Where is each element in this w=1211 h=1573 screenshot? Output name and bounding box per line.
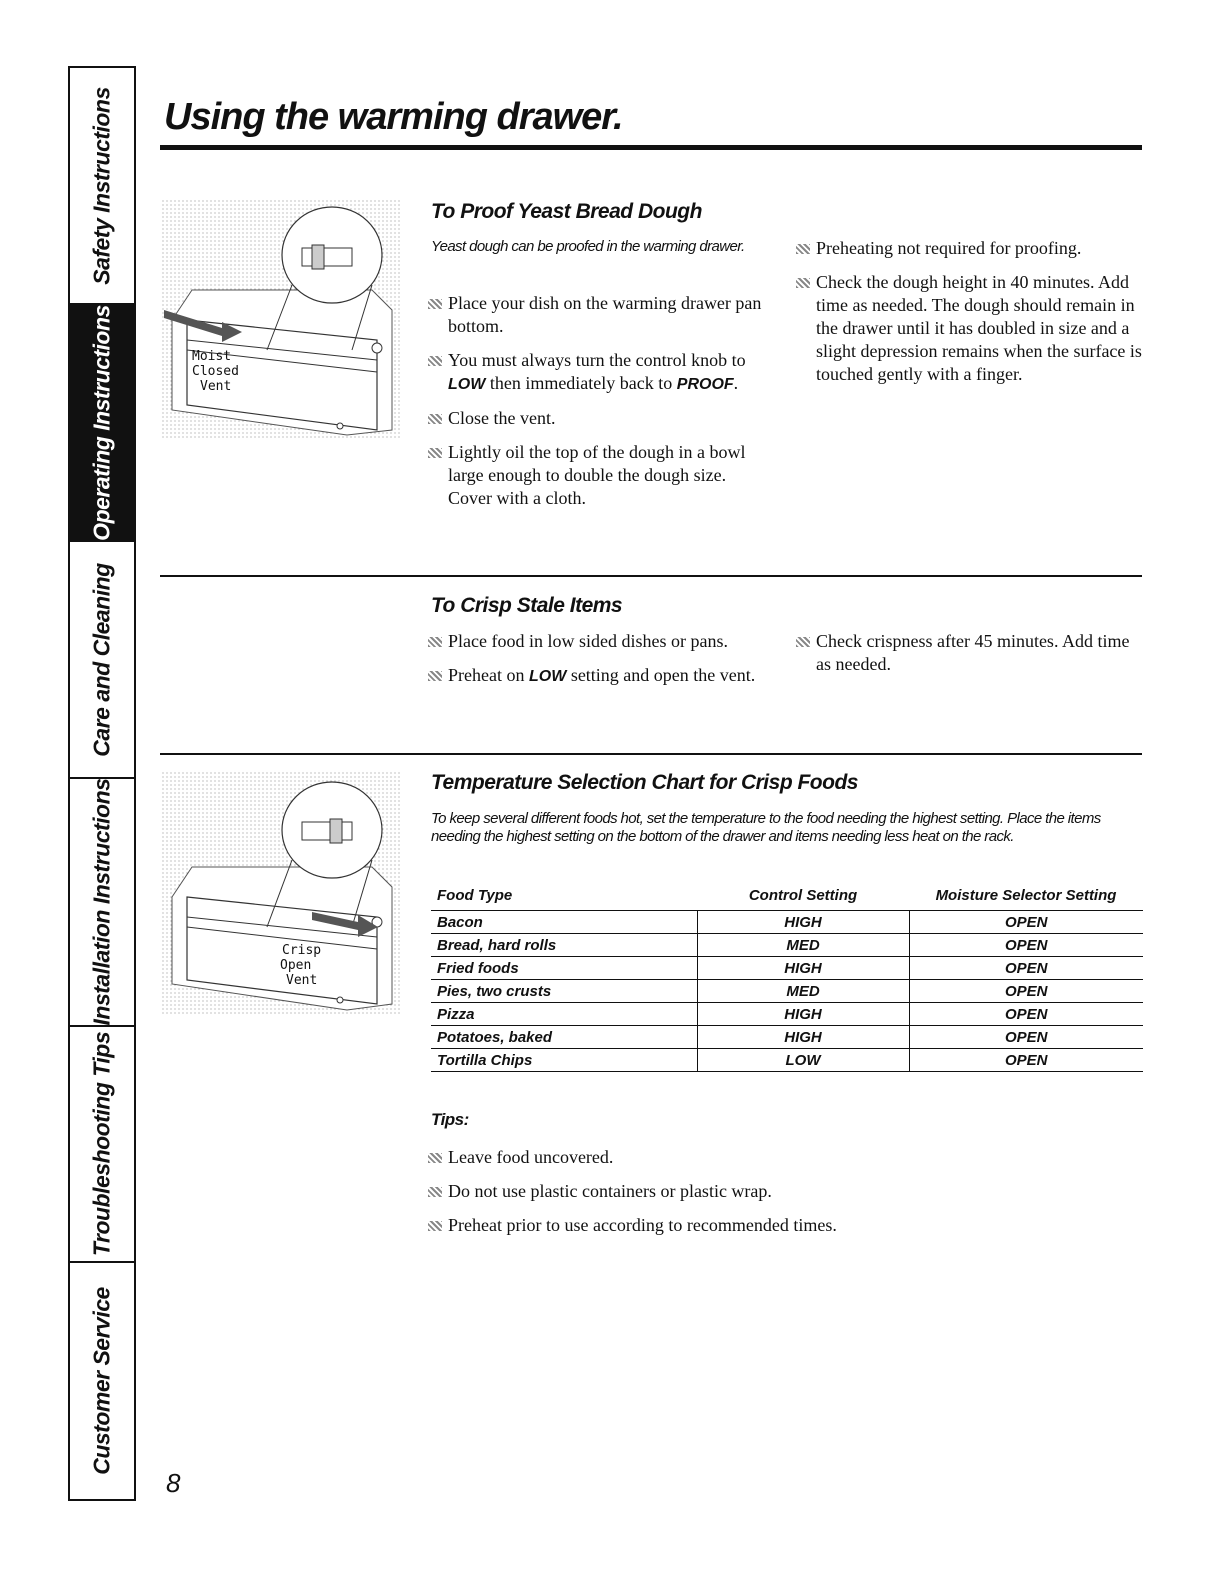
control-setting-cell: HIGH xyxy=(697,1026,909,1049)
food-type-cell: Bacon xyxy=(431,911,697,934)
list-item: Leave food uncovered. xyxy=(428,1146,1128,1169)
bullet-icon xyxy=(428,671,442,681)
bullet-icon xyxy=(428,414,442,424)
page-title: Using the warming drawer. xyxy=(164,96,623,138)
proof-left-list xyxy=(428,292,773,521)
table-row xyxy=(431,1003,1143,1026)
control-setting-cell: MED xyxy=(697,934,909,957)
food-type-cell: Pizza xyxy=(431,1003,697,1026)
tab-installation-instructions[interactable] xyxy=(70,779,134,1027)
drawer-illustration-svg xyxy=(162,200,400,440)
closed-label: Closed xyxy=(192,364,239,379)
header-rule xyxy=(160,145,1142,150)
tab-label: Safety Instructions xyxy=(88,86,115,285)
list-item: Place your dish on the warming drawer pan bottom. xyxy=(428,292,773,338)
tab-operating-instructions[interactable] xyxy=(70,305,134,542)
vent-label: Vent xyxy=(200,379,232,394)
moisture-setting-cell: OPEN xyxy=(909,957,1143,980)
food-type-cell: Fried foods xyxy=(431,957,697,980)
crisp-left-list xyxy=(428,630,773,699)
tab-care-and-cleaning[interactable] xyxy=(70,542,134,779)
food-type-cell: Pies, two crusts xyxy=(431,980,697,1003)
column-header: Moisture Selector Setting xyxy=(935,886,1117,904)
control-setting-cell: MED xyxy=(697,980,909,1003)
food-type-cell: Bread, hard rolls xyxy=(431,934,697,957)
tab-safety-instructions[interactable] xyxy=(70,68,134,305)
moisture-setting-cell: OPEN xyxy=(909,911,1143,934)
list-item: Preheat prior to use according to recommended times. xyxy=(428,1214,1128,1237)
bullet-icon xyxy=(428,1221,442,1231)
tab-label: Customer Service xyxy=(88,1287,115,1475)
list-item: You must always turn the control knob to LOW then immediately back to PROOF. xyxy=(428,349,773,396)
list-item: Place food in low sided dishes or pans. xyxy=(428,630,773,653)
list-item: Preheating not required for proofing. xyxy=(796,237,1142,260)
crisp-label: Crisp xyxy=(282,943,322,958)
proof-intro: Yeast dough can be proofed in the warming drawer. xyxy=(431,238,745,255)
section-divider xyxy=(160,753,1142,755)
table-row xyxy=(431,934,1143,957)
moist-label: Moist xyxy=(192,349,232,364)
tab-troubleshooting-tips[interactable] xyxy=(70,1027,134,1263)
proof-right-list xyxy=(796,237,1142,397)
bullet-icon xyxy=(428,299,442,309)
crisp-right-list xyxy=(796,630,1142,687)
list-item: Preheat on LOW setting and open the vent. xyxy=(428,664,773,688)
moisture-setting-cell: OPEN xyxy=(909,1049,1143,1072)
chart-intro: To keep several different foods hot, set the temperature to the food needing the highest setting. Place the items needing the highest setting on the bottom of the drawer and items needing less heat on the rack. xyxy=(431,810,1101,845)
moisture-setting-cell: OPEN xyxy=(909,934,1143,957)
bullet-icon xyxy=(428,356,442,366)
table-row xyxy=(431,911,1143,934)
moisture-setting-cell: OPEN xyxy=(909,1003,1143,1026)
proof-section-title: To Proof Yeast Bread Dough xyxy=(431,200,702,223)
vent-label: Vent xyxy=(286,973,318,988)
table-row xyxy=(431,980,1143,1003)
control-setting-cell: LOW xyxy=(697,1049,909,1072)
page-number: 8 xyxy=(166,1468,181,1498)
warming-drawer-closed-vent-illustration xyxy=(162,200,400,440)
open-label: Open xyxy=(280,958,312,973)
tab-label: Troubleshooting Tips xyxy=(88,1031,115,1257)
list-item: Do not use plastic containers or plastic wrap. xyxy=(428,1180,1128,1203)
list-item: Lightly oil the top of the dough in a bowl large enough to double the dough size. Cover with a cloth. xyxy=(428,441,773,510)
tab-label: Installation Instructions xyxy=(88,779,115,1026)
bullet-icon xyxy=(796,637,810,647)
control-setting-cell: HIGH xyxy=(697,911,909,934)
sidebar-tabs xyxy=(68,66,136,1501)
tab-label: Operating Instructions xyxy=(88,305,115,541)
table-row xyxy=(431,1049,1143,1072)
bullet-icon xyxy=(428,1153,442,1163)
food-type-cell: Potatoes, baked xyxy=(431,1026,697,1049)
section-divider xyxy=(160,575,1142,577)
moisture-setting-cell: OPEN xyxy=(909,980,1143,1003)
moisture-setting-cell: OPEN xyxy=(909,1026,1143,1049)
table-header-row xyxy=(431,880,1143,911)
table-row xyxy=(431,1026,1143,1049)
table-row xyxy=(431,957,1143,980)
list-item: Check crispness after 45 minutes. Add time as needed. xyxy=(796,630,1142,676)
tips-list xyxy=(428,1146,1128,1248)
list-item: Check the dough height in 40 minutes. Add time as needed. The dough should remain in the drawer until it has doubled in size and a slight depression remains when the surface is touched gently with a finger. xyxy=(796,271,1142,386)
column-header: Control Setting xyxy=(748,886,858,904)
tab-customer-service[interactable] xyxy=(70,1263,134,1499)
chart-section-title: Temperature Selection Chart for Crisp Foods xyxy=(431,771,858,794)
temperature-selection-table xyxy=(431,880,1143,1072)
control-setting-cell: HIGH xyxy=(697,957,909,980)
drawer-illustration-svg xyxy=(162,772,400,1014)
warming-drawer-open-vent-illustration xyxy=(162,772,400,1014)
bullet-icon xyxy=(428,1187,442,1197)
column-header: Food Type xyxy=(437,886,513,904)
food-type-cell: Tortilla Chips xyxy=(431,1049,697,1072)
control-setting-cell: HIGH xyxy=(697,1003,909,1026)
bullet-icon xyxy=(428,637,442,647)
list-item: Close the vent. xyxy=(428,407,773,430)
tips-title: Tips: xyxy=(431,1110,469,1129)
bullet-icon xyxy=(796,244,810,254)
bullet-icon xyxy=(796,278,810,288)
tab-label: Care and Cleaning xyxy=(88,562,115,757)
bullet-icon xyxy=(428,448,442,458)
crisp-section-title: To Crisp Stale Items xyxy=(431,594,623,617)
